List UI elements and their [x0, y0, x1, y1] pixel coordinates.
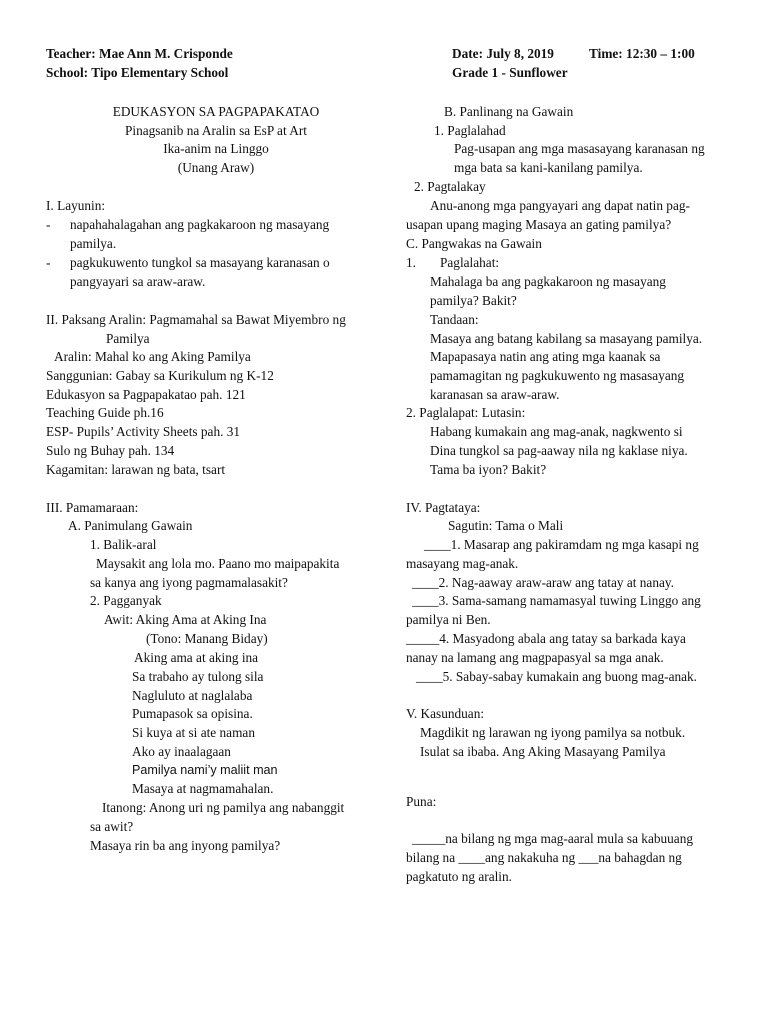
puna-text-cont: bilang na ____ang nakakuha ng ___na bahagdan ng: [406, 850, 682, 865]
paglalahat-heading: Paglalahat:: [440, 255, 500, 270]
quiz-item-4-cont: nanay na lamang ang magpapasyal sa mga anak.: [406, 650, 664, 665]
song-line: Sa trabaho ay tulong sila: [132, 669, 264, 684]
layunin-item-1: napahahalagahan ang pagkakaroon ng masayang: [70, 217, 330, 232]
paglalapat-text: Tama ba iyon? Bakit?: [430, 462, 547, 477]
puna-text-cont: pagkatuto ng aralin.: [406, 869, 512, 884]
pagtalakay-heading: 2. Pagtalakay: [414, 179, 486, 194]
song-line: Ako ay inaalagaan: [132, 744, 231, 759]
puna-heading: Puna:: [406, 794, 437, 809]
itanong-question-cont: sa awit?: [90, 819, 134, 834]
paglalapat-heading: 2. Paglalapat: Lutasin:: [406, 405, 526, 420]
paksa-reference-2: Teaching Guide ph.16: [46, 405, 164, 420]
layunin-bullet-2: -: [46, 255, 51, 270]
tandaan-heading: Tandaan:: [430, 312, 479, 327]
paksa-heading-cont: Pamilya: [106, 331, 150, 346]
awit-tono: (Tono: Manang Biday): [146, 631, 268, 646]
week-title: Ika-anim na Linggo: [163, 141, 269, 156]
tandaan-text: Mapapasaya natin ang ating mga kaanak sa: [430, 349, 661, 364]
paksa-sanggunian: Sanggunian: Gabay sa Kurikulum ng K-12: [46, 368, 274, 383]
song-line: Si kuya at si ate naman: [132, 725, 255, 740]
paglalahat-number: 1.: [406, 255, 416, 270]
tandaan-text: Masaya ang batang kabilang sa masayang pamilya.: [430, 331, 703, 346]
quiz-item-1: ____1. Masarap ang pakiramdam ng mga kasapi ng: [424, 537, 699, 552]
paksa-heading: II. Paksang Aralin: Pagmamahal sa Bawat Miyembro ng: [46, 312, 346, 327]
teacher-name: Teacher: Mae Ann M. Crisponde: [46, 46, 233, 61]
quiz-item-5: ____5. Sabay-sabay kumakain ang buong mag-anak.: [416, 669, 698, 684]
subject-title: EDUKASYON SA PAGPAPAKATAO: [112, 104, 320, 119]
quiz-item-2: ____2. Nag-aaway araw-araw ang tatay at nanay.: [412, 575, 674, 590]
kasunduan-text: Magdikit ng larawan ng iyong pamilya sa notbuk.: [420, 725, 686, 740]
layunin-heading: I. Layunin:: [46, 198, 106, 213]
balik-aral-heading: 1. Balik-aral: [90, 537, 157, 552]
lesson-date: Date: July 8, 2019: [452, 46, 554, 61]
paglalahat-question: Mahalaga ba ang pagkakaroon ng masayang: [430, 274, 666, 289]
awit-title: Awit: Aking Ama at Aking Ina: [104, 612, 267, 627]
panimulang-gawain-heading: A. Panimulang Gawain: [68, 518, 193, 533]
pagtataya-heading: IV. Pagtataya:: [406, 500, 481, 515]
balik-aral-question: Maysakit ang lola mo. Paano mo maipapakita: [96, 556, 340, 571]
integration-title: Pinagsanib na Aralin sa EsP at Art: [125, 123, 307, 138]
itanong-question: Itanong: Anong uri ng pamilya ang nabanggit: [102, 800, 345, 815]
layunin-item-2-cont: pangyayari sa araw-araw.: [70, 274, 206, 289]
school-name: School: Tipo Elementary School: [46, 65, 229, 80]
pagtalakay-text-cont: usapan upang maging Masaya an gating pamilya?: [406, 217, 672, 232]
balik-aral-question-cont: sa kanya ang iyong pagmamalasakit?: [90, 575, 288, 590]
paglalapat-text: Dina tungkol sa pag-aaway nila ng kaklase niya.: [430, 443, 688, 458]
paksa-aralin: Aralin: Mahal ko ang Aking Pamilya: [54, 349, 251, 364]
layunin-item-2: pagkukuwento tungkol sa masayang karanasan o: [70, 255, 330, 270]
puna-text: _____na bilang ng mga mag-aaral mula sa kabuuang: [412, 831, 693, 846]
song-line: Aking ama at aking ina: [134, 650, 259, 665]
kasunduan-text-cont: Isulat sa ibaba. Ang Aking Masayang Pamilya: [420, 744, 666, 759]
quiz-item-4: _____4. Masyadong abala ang tatay sa barkada kaya: [406, 631, 686, 646]
pangwakas-heading: C. Pangwakas na Gawain: [406, 236, 542, 251]
paksa-reference-4: Sulo ng Buhay pah. 134: [46, 443, 175, 458]
lesson-time: Time: 12:30 – 1:00: [589, 46, 695, 61]
song-line: Masaya at nagmamahalan.: [132, 781, 274, 796]
layunin-item-1-cont: pamilya.: [70, 236, 117, 251]
paglalahad-heading: 1. Paglalahad: [434, 123, 506, 138]
pagtataya-instruction: Sagutin: Tama o Mali: [448, 518, 564, 533]
pagtalakay-text: Anu-anong mga pangyayari ang dapat natin pag-: [430, 198, 690, 213]
paglalahat-question-cont: pamilya? Bakit?: [430, 293, 517, 308]
pamamaraan-heading: III. Pamamaraan:: [46, 500, 139, 515]
paksa-reference-1: Edukasyon sa Pagpapakatao pah. 121: [46, 387, 246, 402]
quiz-item-1-cont: masayang mag-anak.: [406, 556, 519, 571]
paglalahad-text-cont: mga bata sa kani-kanilang pamilya.: [454, 160, 643, 175]
quiz-item-3-cont: pamilya ni Ben.: [406, 612, 491, 627]
paksa-reference-3: ESP- Pupils’ Activity Sheets pah. 31: [46, 424, 241, 439]
layunin-bullet-1: -: [46, 217, 51, 232]
grade-section: Grade 1 - Sunflower: [452, 65, 568, 80]
tandaan-text: karanasan sa araw-araw.: [430, 387, 560, 402]
tandaan-text: pamamagitan ng pagkukuwento ng masasayang: [430, 368, 685, 383]
masaya-question: Masaya rin ba ang inyong pamilya?: [90, 838, 281, 853]
kasunduan-heading: V. Kasunduan:: [406, 706, 485, 721]
paglalahad-text: Pag-usapan ang mga masasayang karanasan ng: [454, 141, 705, 156]
song-line: Nagluluto at naglalaba: [132, 688, 253, 703]
paksa-kagamitan: Kagamitan: larawan ng bata, tsart: [46, 462, 226, 477]
paglalapat-text: Habang kumakain ang mag-anak, nagkwento si: [430, 424, 683, 439]
panlinang-heading: B. Panlinang na Gawain: [444, 104, 574, 119]
day-title: (Unang Araw): [177, 160, 255, 175]
pagganyak-heading: 2. Pagganyak: [90, 593, 162, 608]
song-line: Pamilya nami’y maliit man: [132, 763, 278, 777]
song-line: Pumapasok sa opisina.: [132, 706, 253, 721]
quiz-item-3: ____3. Sama-samang namamasyal tuwing Linggo ang: [412, 593, 701, 608]
